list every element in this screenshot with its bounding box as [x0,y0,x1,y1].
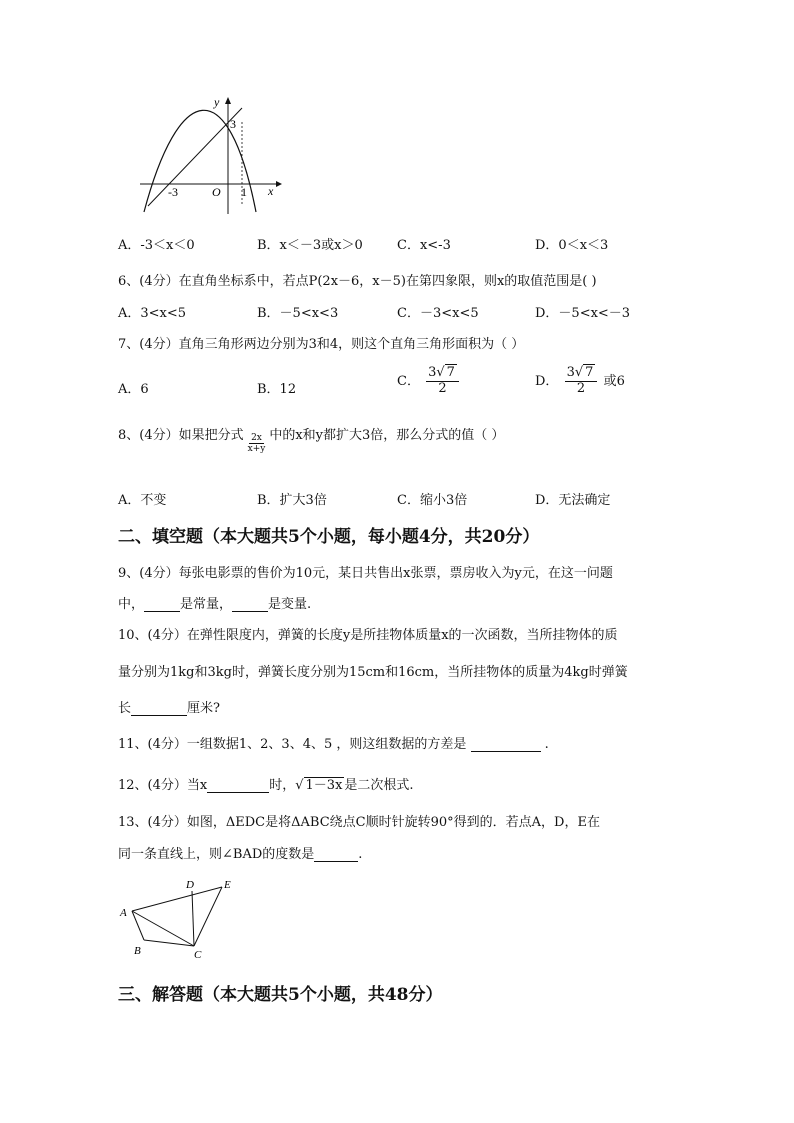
point-B-label: B [134,945,141,957]
q7-option-c-fraction: $\frac{3√ 7}{2}$ [426,366,459,397]
q7-option-a: A．6 [118,382,149,397]
segment-A-C [132,911,194,946]
triangle-figure [118,876,248,962]
q13-line1: 13、(4分）如图，ΔEDC是将ΔABC绕点C顺时针旋转90°得到的．若点A，D，E在 [118,815,600,830]
q12-text: 12、(4分）当x 时，√ 1－3x 是二次根式. [118,774,414,793]
q9-blank-2[interactable] [232,596,268,612]
q13-line2: 同一条直线上，则∠BAD的度数是 . [118,847,363,862]
segment-D-C [192,891,194,946]
q5-option-a: A．-3＜x＜0 [118,238,195,253]
q8-option-a: A．不变 [118,493,167,508]
q7-option-b: B．12 [257,382,297,397]
q7-option-d-fraction: $\frac{3√ 7}{2}$ [565,366,598,397]
q8-option-d: D．无法确定 [535,493,611,508]
q8-text: 8、(4分）如果把分式 $\frac{2x}{x+y}$ 中的x和y都扩大3倍，那么分式的值（ ） [118,428,505,454]
q12-radical: √ 1－3x [295,778,343,793]
q8-fraction: $\frac{2x}{x+y}$ [247,432,266,454]
label-origin: O [212,185,221,199]
y-axis-arrow-icon [225,97,231,104]
q7-text: 7、(4分）直角三角形两边分别为3和4，则这个直角三角形面积为（ ） [118,337,525,352]
q9-line2: 中， 是常量， 是变量. [118,597,312,612]
q5-option-d: D．0＜x＜3 [535,238,609,253]
q7-option-c [397,366,461,397]
segment-A-B [132,911,144,940]
section-2-heading: 二、填空题（本大题共5个小题，每小题4分，共20分） [118,527,540,547]
segment-B-C [144,940,194,946]
q6-option-c: C．－3<x<5 [397,306,479,321]
q9-line1: 9、(4分）每张电影票的售价为10元，某日共售出x张票，票房收入为y元，在这一问题 [118,566,613,581]
q7-option-d [535,366,625,397]
label-x: x [268,184,274,198]
point-C-label: C [194,949,202,961]
q6-text: 6、(4分）在直角坐标系中，若点P(2x－6，x－5)在第四象限，则x的取值范围是( ) [118,274,597,289]
q7-option-d-suffix: 或6 [603,373,625,389]
q10-blank[interactable] [131,700,187,716]
q6-option-d: D．－5<x<－3 [535,306,631,321]
q7-option-c-prefix: C． [397,373,420,389]
q6-option-a: A．3<x<5 [118,306,187,321]
q13-blank[interactable] [314,846,358,862]
segment-A-E [132,887,222,911]
q9-blank-1[interactable] [144,596,180,612]
q5-option-b: B．x＜－3或x＞0 [257,238,363,253]
function-graph [138,94,288,216]
q10-line2: 量分别为1kg和3kg时，弹簧长度分别为15cm和16cm，当所挂物体的质量为4kg时弹簧 [118,665,628,680]
point-D-label: D [186,879,194,891]
q7-option-d-prefix: D． [535,373,559,389]
label-y: y [214,95,220,109]
q6-option-b: B．－5<x<3 [257,306,339,321]
q5-option-c: C．x<-3 [397,238,451,253]
q8-option-b: B．扩大3倍 [257,493,327,508]
label-1: 1 [241,185,247,199]
segment-E-C [194,887,222,946]
q10-line3: 长 厘米? [118,701,220,716]
q11-text: 11、(4分）一组数据1、2、3、4、5 ，则这组数据的方差是 . [118,737,549,752]
parabola-curve [144,110,256,212]
q11-blank[interactable] [471,736,541,752]
q10-line1: 10、(4分）在弹性限度内，弹簧的长度y是所挂物体质量x的一次函数，当所挂物体的质 [118,628,618,643]
label-neg3: -3 [168,185,178,199]
section-3-heading: 三、解答题（本大题共5个小题，共48分） [118,985,443,1005]
label-3: 3 [230,117,236,131]
x-axis-arrow-icon [276,181,282,187]
point-A-label: A [120,907,127,919]
point-E-label: E [224,879,231,891]
q12-blank[interactable] [207,777,269,793]
q8-option-c: C．缩小3倍 [397,493,468,508]
